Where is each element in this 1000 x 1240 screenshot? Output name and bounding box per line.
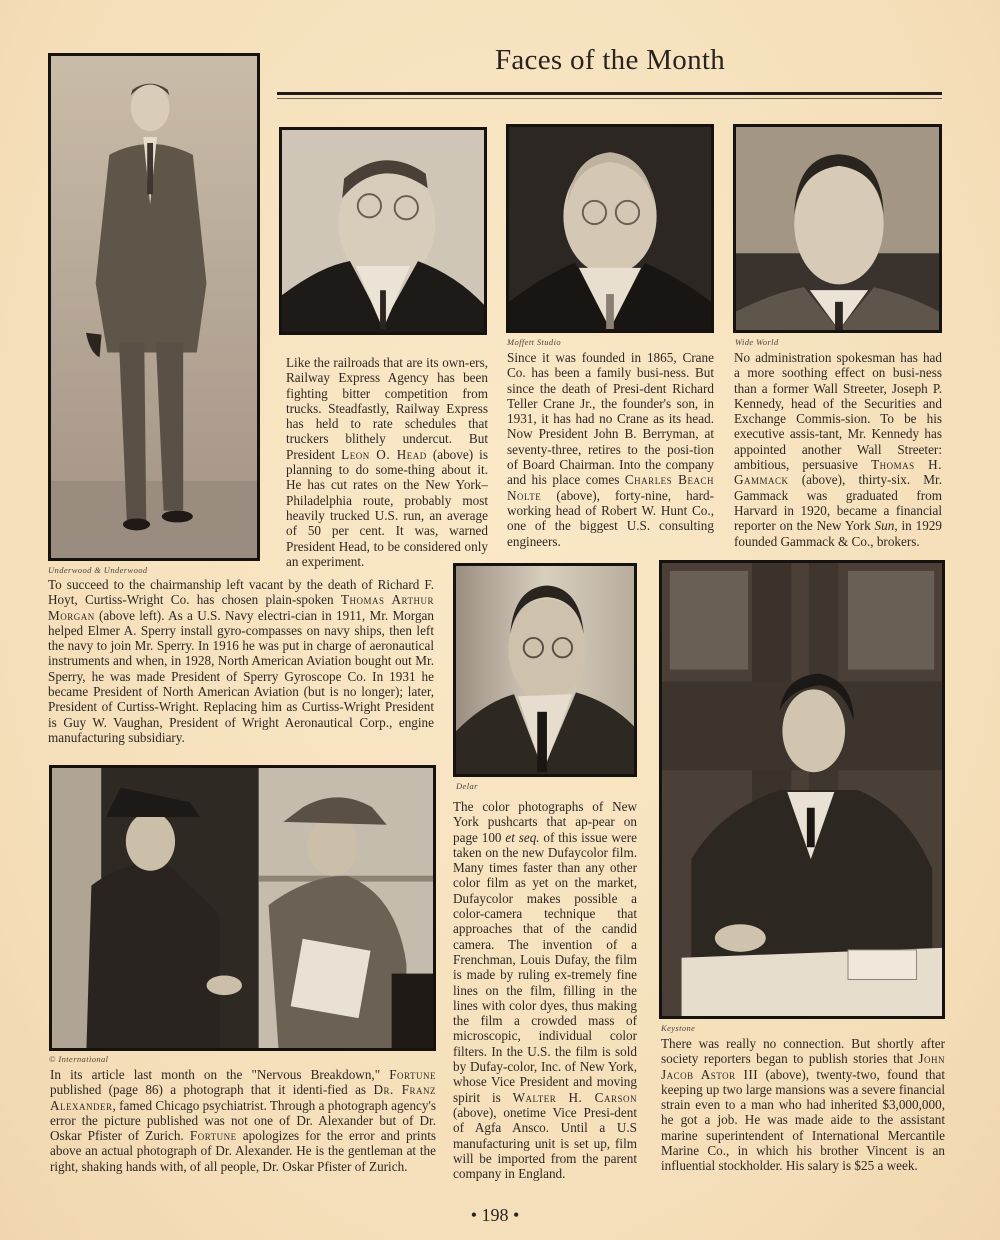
article-alexander: In its article last month on the "Nervous Breakdown," Fortune published (page 86) a photograph that it identi-fied as Dr. Franz Alexander, famed Chicago psychiatrist. Through a photograph agency's error the picture published was not one of Dr. Alexander but of Dr. Oskar Pfister of Zurich. Fortune apologizes for the error and prints above an actual photograph of Dr. Alexander. He is the gentleman at the right, shaking hands with, of all people, Dr. Oskar Pfister of Zurich. [50,1067,436,1174]
magazine-name: Fortune [189,1128,237,1144]
photo-carson [453,563,637,777]
person-name: Charles Beach Nolte [507,472,714,503]
person-name: Leon O. Head [341,446,427,462]
page-number: • 198 • [470,1205,520,1225]
photo-astor [659,560,945,1019]
portrait-nolte [509,127,711,330]
photo-nolte [506,124,714,333]
title-rule-thin [277,98,942,99]
article-nolte: Since it was founded in 1865, Crane Co. has been a family busi-ness. But since the death of Presi-dent Richard Teller Crane Jr., the founder's son, in 1931, it has had no Crane as its head. Now President John B. Berryman, at seventy-three, retires to the posi-tion of Board Chairman. Into the company and his place comes Charles Beach Nolte (above), forty-nine, hard-working head of Robert W. Hunt Co., one of the biggest U.S. consulting engineers. [507,350,714,549]
person-name: Thomas Arthur Morgan [48,592,434,623]
photo-credit-morgan: Underwood & Underwood [48,565,148,575]
photo-gammack [733,124,942,333]
photo-head [279,127,487,335]
photo-alexander [49,765,436,1051]
article-carson: The color photographs of New York pushcarts that ap-pear on page 100 et seq. of this issue were taken on the new Dufaycolor film. Many times faster than any other color film as yet on the market, Dufaycolor makes possible a color-camera technique that approaches that of the candid camera. The invention of a Frenchman, Louis Dufay, the film is made by ruling ex-tremely fine lines on the film, filling in the lines with color dyes, thus making the film a crowded mass of microscopic, individual color filters. In the U.S. the film is sold by Dufay-color, Inc. of New York, whose Vice President and moving spirit is Walter H. Carson (above), onetime Vice Presi-dent of Agfa Ansco. Until a U.S manufacturing unit is set up, film will be imported from the parent company in England. [453,799,637,1182]
article-astor: There was really no connection. But shortly after society reporters began to publish stories that John Jacob Astor III (above), twenty-two, found that keeping up two large mansions was a severe financial strain even to a man who had inherited $3,000,000, he got a job. He was made aide to the assistant marine superintendent of International Mercantile Marine Co., in which his brother Vincent is an influential stockholder. His salary is $25 a week. [661,1036,945,1174]
article-gammack: No administration spokesman has had a more soothing effect on busi-ness than a former Wall Streeter, Joseph P. Kennedy, head of the Securities and Exchange Commis-sion. To be his executive assis-tant, Mr. Kennedy has appointed another Wall Streeter: ambitious, persuasive Thomas H. Gammack (above), thirty-six. Mr. Gammack was graduated from Harvard in 1920, became a financial reporter on the New York Sun, in 1929 founded Gammack & Co., brokers. [734,350,942,549]
portrait-head [282,130,484,332]
page-title: Faces of the Month [494,44,726,76]
photo-morgan [48,53,260,561]
man-at-desk-scene [662,563,942,1016]
portrait-carson [456,566,634,774]
photo-credit-astor: Keystone [661,1023,696,1033]
portrait-gammack [736,127,939,330]
person-name: Dr. Franz Alexander [50,1082,436,1113]
photo-credit-gammack: Wide World [735,337,779,347]
person-name: Walter H. Carson [512,1089,637,1105]
magazine-name: Fortune [389,1067,436,1082]
photo-credit-nolte: Moffett Studio [507,337,561,347]
handshake-scene [52,768,433,1048]
photo-credit-alexander: © International [49,1054,109,1064]
person-name: Thomas H. Gammack [734,457,942,488]
article-head: Like the railroads that are its own-ers, Railway Express Agency has been fighting bitter competition from trucks. Steadfastly, Railway Express has held to rate schedules that truckers blithely undercut. But President Leon O. Head (above) is planning to do some-thing about it. He has cut rates on the New York–Philadelphia route, probably most heavily trucked U.S. run, an average of 50 per cent. It was, warned President Head, to be considered only an experiment. [286,355,488,569]
standing-man-figure [51,56,257,558]
article-morgan: To succeed to the chairmanship left vacant by the death of Richard F. Hoyt, Curtiss-Wright Co. has chosen plain-spoken Thomas Arthur Morgan (above left). As a U.S. Navy electri-cian in 1911, Mr. Morgan helped Elmer A. Sperry install gyro-compasses on navy ships, then left the navy to join Mr. Sperry. In 1916 he was put in charge of aeronautical instruments and when, in 1928, North American Aviation bought out Mr. Sperry, he was made President of Sperry Gyroscope Co. In 1931 he became President of North American Aviation (but is no longer); later, President of Curtiss-Wright. Replacing him as Curtiss-Wright President is Guy W. Vaughan, President of Wright Aeronautical Corp., engine manufacturing subsidiary. [48,577,434,745]
person-name: John Jacob Astor III [661,1051,945,1082]
title-rule-thick [277,92,942,95]
photo-credit-carson: Delar [456,781,478,791]
